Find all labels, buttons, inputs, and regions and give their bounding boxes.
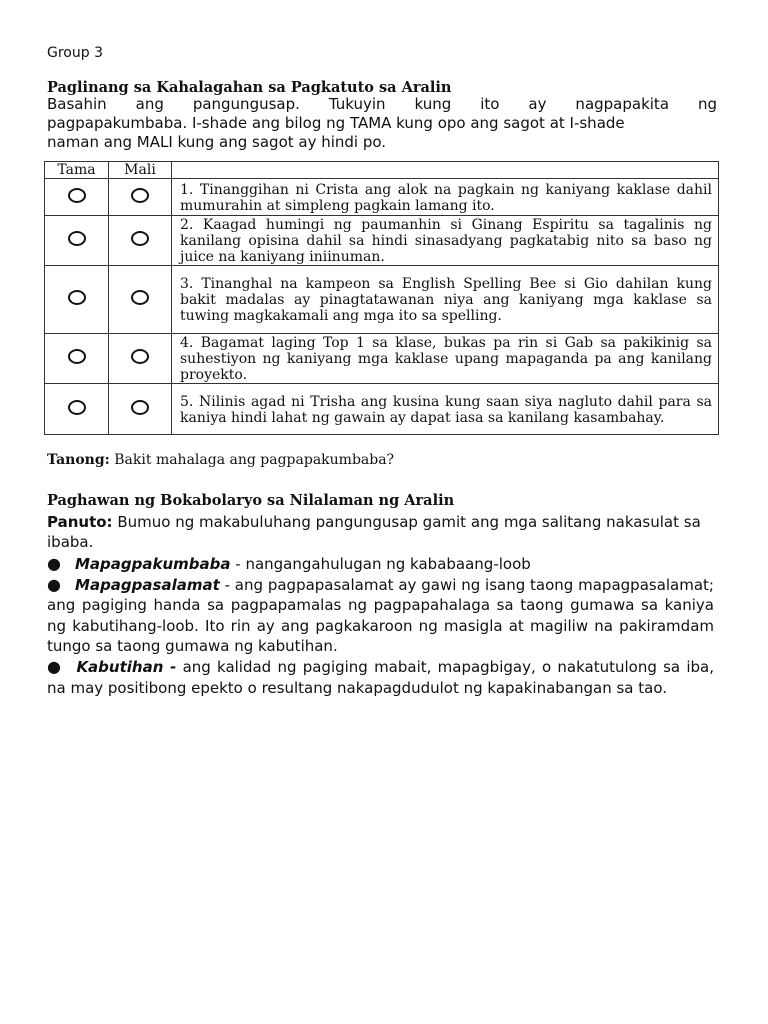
statement-text: 3. Tinanghal na kampeon sa English Spelling Bee si Gio dahilan kung bakit madalas ay pinagtatawanan niya ang kaniyang mga kaklase sa tuwing magkakamali ang mga ito sa spelling. (172, 266, 719, 334)
mali-radio-circle[interactable] (131, 231, 149, 246)
tama-cell (45, 334, 109, 384)
mali-radio-circle[interactable] (131, 349, 149, 364)
vocab-definition: - ang pagpapasalamat ay gawi ng isang taong mapagpasalamat; ang pagiging handa sa pagpapamalas ng pagpapahalaga sa taong gumawa sa kaniya ng kabutihang-loob. Ito rin ay ang pagkakaroon ng masigla at magiliw na pakiramdam tungo sa taong gumawa ng kabutihan. (47, 575, 714, 656)
statement-text: 2. Kaagad humingi ng paumanhin si Ginang Espiritu sa tagalinis ng kanilang opisina dahil sa hindi sinasadyang pagkatabig nito sa baso ng juice na kaniyang iniinuman. (172, 216, 719, 266)
tama-radio-circle[interactable] (68, 231, 86, 246)
question-text: Bakit mahalaga ang pagpapakumbaba? (114, 452, 395, 468)
panuto-label: Panuto: (47, 513, 113, 531)
mali-cell (109, 384, 172, 435)
section1-title: Paglinang sa Kahalagahan sa Pagkatuto sa Aralin (47, 79, 452, 96)
list-item (47, 554, 714, 575)
statement-text: 4. Bagamat laging Top 1 sa klase, bukas pa rin si Gab sa pakikinig sa suhestiyon ng kaniyang mga kaklase upang mapaganda pa ang kanilang proyekto. (172, 334, 719, 384)
tama-radio-circle[interactable] (68, 349, 86, 364)
header-tama: Tama (45, 162, 109, 179)
instructions-line-1: Basahin ang pangungusap. Tukuyin kung ito ay nagpapakita ng (47, 95, 717, 113)
bullet-icon: ● (47, 574, 62, 594)
vocab-term: Mapagpakumbaba (74, 555, 231, 573)
question-label: Tanong: (47, 452, 110, 468)
section2-title: Paghawan ng Bokabolaryo sa Nilalaman ng Aralin (47, 492, 455, 509)
vocab-definition: ang kalidad ng pagiging mabait, mapagbigay, o nakatutulong sa iba, na may positibong epekto o resultang nakapagdudulot ng kapakinabangan sa tao. (47, 657, 714, 697)
tama-cell (45, 266, 109, 334)
mali-radio-circle[interactable] (131, 400, 149, 415)
tama-cell (45, 384, 109, 435)
mali-cell (109, 266, 172, 334)
mali-cell (109, 216, 172, 266)
vocab-term: Kabutihan - (76, 657, 177, 676)
tama-radio-circle[interactable] (68, 400, 86, 415)
mali-cell (109, 334, 172, 384)
panuto (47, 512, 717, 552)
tama-radio-circle[interactable] (68, 188, 86, 203)
bullet-icon: ● (47, 554, 61, 573)
mali-radio-circle[interactable] (131, 290, 149, 305)
tama-radio-circle[interactable] (68, 290, 86, 305)
header-mali: Mali (109, 162, 172, 179)
question (47, 452, 394, 468)
table-header-row (45, 162, 719, 179)
list-item (47, 575, 714, 657)
mali-cell (109, 179, 172, 216)
table-row (45, 334, 719, 384)
tama-cell (45, 179, 109, 216)
quiz-table (44, 161, 719, 435)
vocab-term: Mapagpasalamat (75, 575, 220, 594)
tama-cell (45, 216, 109, 266)
section1-instructions (47, 95, 717, 152)
group-label: Group 3 (47, 45, 103, 61)
instructions-line-3: naman ang MALI kung ang sagot ay hindi po. (47, 133, 387, 151)
table-row (45, 179, 719, 216)
bullet-icon: ● (47, 656, 63, 676)
statement-text: 5. Nilinis agad ni Trisha ang kusina kung saan siya nagluto dahil para sa kaniya hindi lahat ng gawain ay dapat iasa sa kanilang kasambahay. (172, 384, 719, 435)
table-row (45, 384, 719, 435)
header-statement (172, 162, 719, 179)
table-row (45, 216, 719, 266)
list-item (47, 657, 714, 698)
panuto-text: Bumuo ng makabuluhang pangungusap gamit ang mga salitang nakasulat sa ibaba. (47, 513, 701, 551)
vocabulary-list (47, 554, 714, 698)
table-row (45, 266, 719, 334)
vocab-definition: - nangangahulugan ng kababaang-loob (235, 555, 531, 573)
instructions-line-2: pagpapakumbaba. I-shade ang bilog ng TAMA kung opo ang sagot at I-shade (47, 114, 625, 132)
statement-text: 1. Tinanggihan ni Crista ang alok na pagkain ng kaniyang kaklase dahil mumurahin at simpleng pagkain lamang ito. (172, 179, 719, 216)
mali-radio-circle[interactable] (131, 188, 149, 203)
